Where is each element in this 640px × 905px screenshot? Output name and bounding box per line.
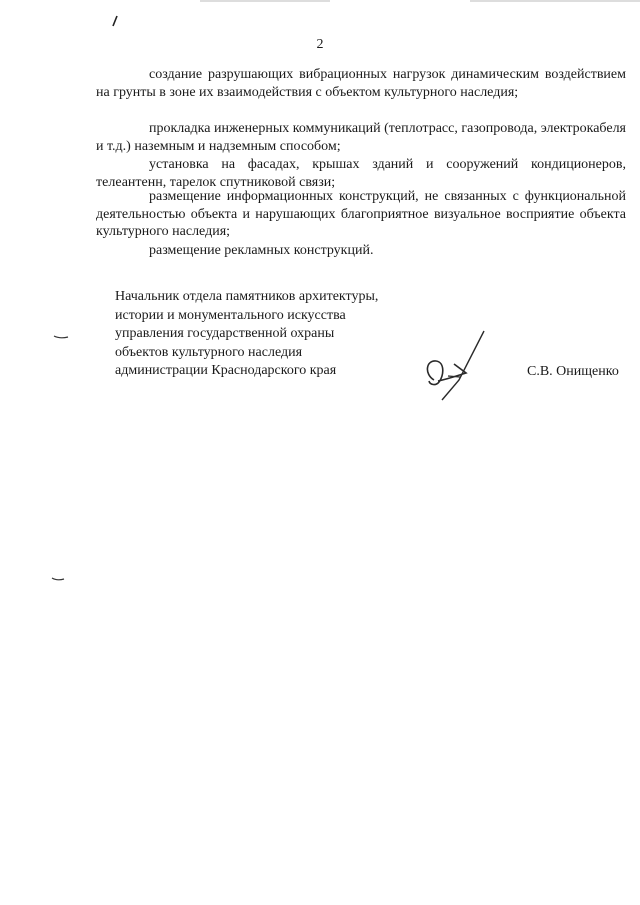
signatory-title-line: объектов культурного наследия: [115, 344, 303, 360]
signatory-title-line: истории и монументального искусства: [115, 307, 346, 323]
signatory-title-line: Начальник отдела памятников архитектуры,: [115, 289, 379, 304]
list-item-vibration-loads: создание разрушающих вибрационных нагрузок динамическим воздействием на грунты в зоне их взаимодействия с объектом культурного наследия;: [96, 67, 626, 100]
list-item-info-structures: размещение информационных конструкций, не связанных с функциональной деятельностью объекта и нарушающих благоприятное визуальное восприятие объекта культурного наследия;: [96, 189, 626, 239]
list-item-utility-lines: прокладка инженерных коммуникаций (теплотрасс, газопровода, электрокабеля и т.д.) наземным и надземным способом;: [96, 121, 626, 154]
list-item-advertising: размещение рекламных конструкций.: [149, 243, 374, 258]
signatory-title-line: администрации Краснодарского края: [115, 363, 337, 379]
signatory-name: С.В. Онищенко: [527, 364, 619, 379]
page-number: 2: [316, 37, 324, 52]
handwritten-signature: [418, 330, 488, 410]
signatory-title: [115, 288, 415, 381]
list-item-facade-equipment: установка на фасадах, крышах зданий и сооружений кондиционеров, телеантенн, тарелок спутниковой связи;: [96, 157, 626, 190]
signatory-title-line: управления государственной охраны: [115, 326, 335, 342]
